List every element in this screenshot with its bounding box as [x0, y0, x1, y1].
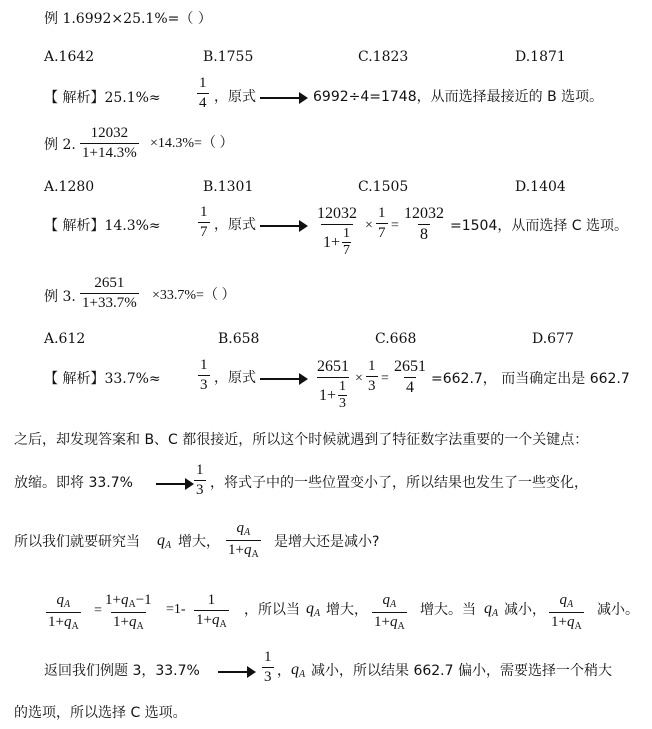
formula-frac-2-num: $1+q_A-1$ [105, 592, 152, 610]
formula-frac-5-den: $1+q_A$ [551, 614, 582, 632]
paragraph-key-point: 之后，却发现答案和 B、C 都很接近，所以这个时候就遇到了特征数字法重要的一个关键点： [14, 432, 589, 448]
ex2-mult-num: 1 [378, 205, 386, 221]
ex3-complex-fraction [315, 359, 351, 411]
formula-tail-2: 增大， [326, 602, 368, 618]
ex2-mult-fraction [376, 206, 388, 241]
formula-tail-5: 减小。 [597, 602, 639, 618]
ex1-option-c: C.1823 [358, 49, 409, 65]
formula-frac-3-num: 1 [207, 592, 216, 608]
ex3-question-num: 2651 [94, 275, 125, 291]
ex3-approx-fraction [198, 358, 210, 393]
ex3-mult-den: 3 [368, 378, 376, 394]
ex3-result: =662.7， 而当确定出是 662.7 [431, 371, 630, 387]
q-ratio-num-1: $q_A$ [236, 520, 251, 538]
q-ratio-den-1: $1+q_A$ [228, 542, 259, 560]
formula-frac-2 [103, 593, 154, 632]
ex2-arrow [260, 225, 306, 227]
ex3-result-den: 4 [406, 379, 414, 396]
formula-frac-4-num: $q_A$ [382, 592, 397, 610]
ex2-complex-den [321, 224, 353, 258]
ex2-complex-fraction [315, 206, 359, 258]
q-a-inline-4: $q_A$ [291, 661, 306, 680]
ex2-option-a: A.1280 [44, 179, 95, 195]
q-symbol: q [157, 532, 165, 549]
ex3-option-c: C.668 [375, 331, 417, 347]
ex3-eq: = [381, 371, 389, 386]
ex3-times: × [355, 371, 363, 386]
ex2-result-den: 8 [420, 226, 428, 243]
formula-frac-3-den: $1+q_A$ [196, 612, 227, 630]
scaling-fraction [194, 463, 206, 498]
ex3-result-fraction [392, 359, 428, 396]
ex3-complex-den-main: 1+ [318, 386, 337, 404]
q-a-inline-2: $q_A$ [306, 600, 321, 619]
ex2-question-den: 1+14.3% [82, 145, 137, 161]
formula-eq-2: =1- [166, 602, 186, 617]
formula-frac-1-den: $1+q_A$ [48, 614, 79, 632]
ex2-yuanshi: ，原式 [214, 217, 256, 233]
formula-frac-3 [194, 593, 229, 630]
scaling-arrow [156, 483, 192, 485]
ex1-result: 6992÷4=1748，从而选择最接近的 B 选项。 [313, 89, 604, 105]
ex2-analysis-label: 【 解析】14.3%≈ [44, 218, 161, 234]
return-fraction [262, 650, 274, 685]
ex1-approx-den: 4 [199, 95, 207, 111]
ex2-result-num: 12032 [404, 205, 444, 222]
ex2-prefix: 例 2. [44, 137, 76, 153]
paragraph-study-c: 是增大还是减小? [274, 534, 380, 550]
ex2-question-fraction [80, 126, 139, 161]
formula-frac-4-den: $1+q_A$ [374, 614, 405, 632]
ex1-option-d: D.1871 [515, 49, 566, 65]
ex3-mult-fraction [366, 359, 378, 394]
ex3-option-b: B.658 [218, 331, 260, 347]
ex2-question-num: 12032 [90, 125, 129, 141]
ex1-analysis-label: 【 解析】25.1%≈ [44, 90, 161, 106]
paragraph-return-c: 减小，所以结果 662.7 偏小，需要选择一个稍大 [311, 663, 612, 679]
ex2-result-fraction [402, 206, 446, 243]
formula-tail-4: 减小， [504, 602, 546, 618]
formula-frac-1 [46, 593, 81, 632]
ex2-inner-den: 7 [343, 243, 351, 258]
paragraph-conclusion: 的选项，所以选择 C 选项。 [14, 705, 187, 721]
ex3-mult-num: 1 [368, 358, 376, 374]
ex1-approx-num: 1 [199, 75, 207, 91]
scaling-den: 3 [196, 482, 204, 498]
ex3-approx-den: 3 [200, 377, 208, 393]
ex2-complex-den-main: 1+ [322, 233, 341, 251]
ex2-eq: = [391, 218, 399, 233]
ex3-question-den: 1+33.7% [82, 295, 137, 311]
ex2-approx-den: 7 [200, 224, 208, 240]
q-a-inline-1 [157, 533, 171, 551]
ex3-approx-num: 1 [200, 357, 208, 373]
formula-frac-4 [372, 593, 407, 632]
ex2-option-c: C.1505 [358, 179, 409, 195]
paragraph-study-b: 增大， [178, 534, 220, 550]
paragraph-return-b: ， [277, 663, 291, 679]
ex1-arrow [260, 97, 306, 99]
return-arrow [218, 671, 254, 673]
formula-frac-5-num: $q_A$ [559, 592, 574, 610]
formula-frac-1-num: $q_A$ [56, 592, 71, 610]
ex3-result-num: 2651 [394, 358, 426, 375]
ex2-complex-num: 12032 [317, 205, 357, 222]
ex2-option-b: B.1301 [203, 179, 254, 195]
ex3-complex-num: 2651 [317, 358, 349, 375]
formula-eq-1: = [94, 603, 102, 618]
ex2-approx-num: 1 [200, 204, 208, 220]
scaling-num: 1 [196, 462, 204, 478]
ex3-inner-num: 1 [339, 379, 347, 394]
ex1-approx-fraction [197, 76, 209, 111]
ex3-inner-fraction [338, 380, 347, 411]
ex2-times: × [365, 218, 373, 233]
ex2-option-d: D.1404 [515, 179, 566, 195]
ex3-arrow [260, 378, 306, 380]
paragraph-scaling-b: ，将式子中的一些位置变小了，所以结果也发生了一些变化， [210, 475, 588, 491]
ex3-analysis-label: 【 解析】33.7%≈ [44, 371, 161, 387]
q-a-inline-3: $q_A$ [484, 600, 499, 619]
q-sub: A [165, 540, 172, 551]
ex2-result: =1504，从而选择 C 选项。 [450, 218, 629, 234]
ex2-inner-num: 1 [343, 226, 351, 241]
ex3-complex-den [317, 377, 349, 411]
ex3-prefix: 例 3. [44, 289, 76, 305]
return-den: 3 [264, 669, 272, 685]
ex3-yuanshi: ，原式 [214, 370, 256, 386]
formula-tail-1: ，所以当 [244, 602, 300, 618]
ex2-suffix: ×14.3%=（ ） [150, 136, 234, 151]
ex2-mult-den: 7 [378, 225, 386, 241]
ex3-option-d: D.677 [532, 331, 574, 347]
return-num: 1 [264, 649, 272, 665]
ex1-option-a: A.1642 [44, 49, 95, 65]
ex2-inner-fraction [342, 227, 351, 258]
ex1-question: 例 1.6992×25.1%=（ ） [44, 11, 212, 27]
paragraph-return-a: 返回我们例题 3，33.7% [44, 663, 200, 679]
ex2-approx-fraction [198, 205, 210, 240]
ex3-inner-den: 3 [339, 396, 347, 411]
q-ratio-fraction-1 [226, 521, 261, 560]
formula-tail-3: 增大。当 [420, 602, 476, 618]
ex1-yuanshi: ，原式 [214, 89, 256, 105]
formula-frac-2-den: $1+q_A$ [112, 614, 144, 632]
paragraph-study-a: 所以我们就要研究当 [14, 534, 140, 550]
ex3-question-fraction [80, 276, 139, 311]
ex1-option-b: B.1755 [203, 49, 254, 65]
ex3-suffix: ×33.7%=（ ） [152, 288, 236, 303]
ex3-option-a: A.612 [44, 331, 86, 347]
formula-frac-5 [549, 593, 584, 632]
paragraph-scaling-a: 放缩。即将 33.7% [14, 475, 133, 491]
